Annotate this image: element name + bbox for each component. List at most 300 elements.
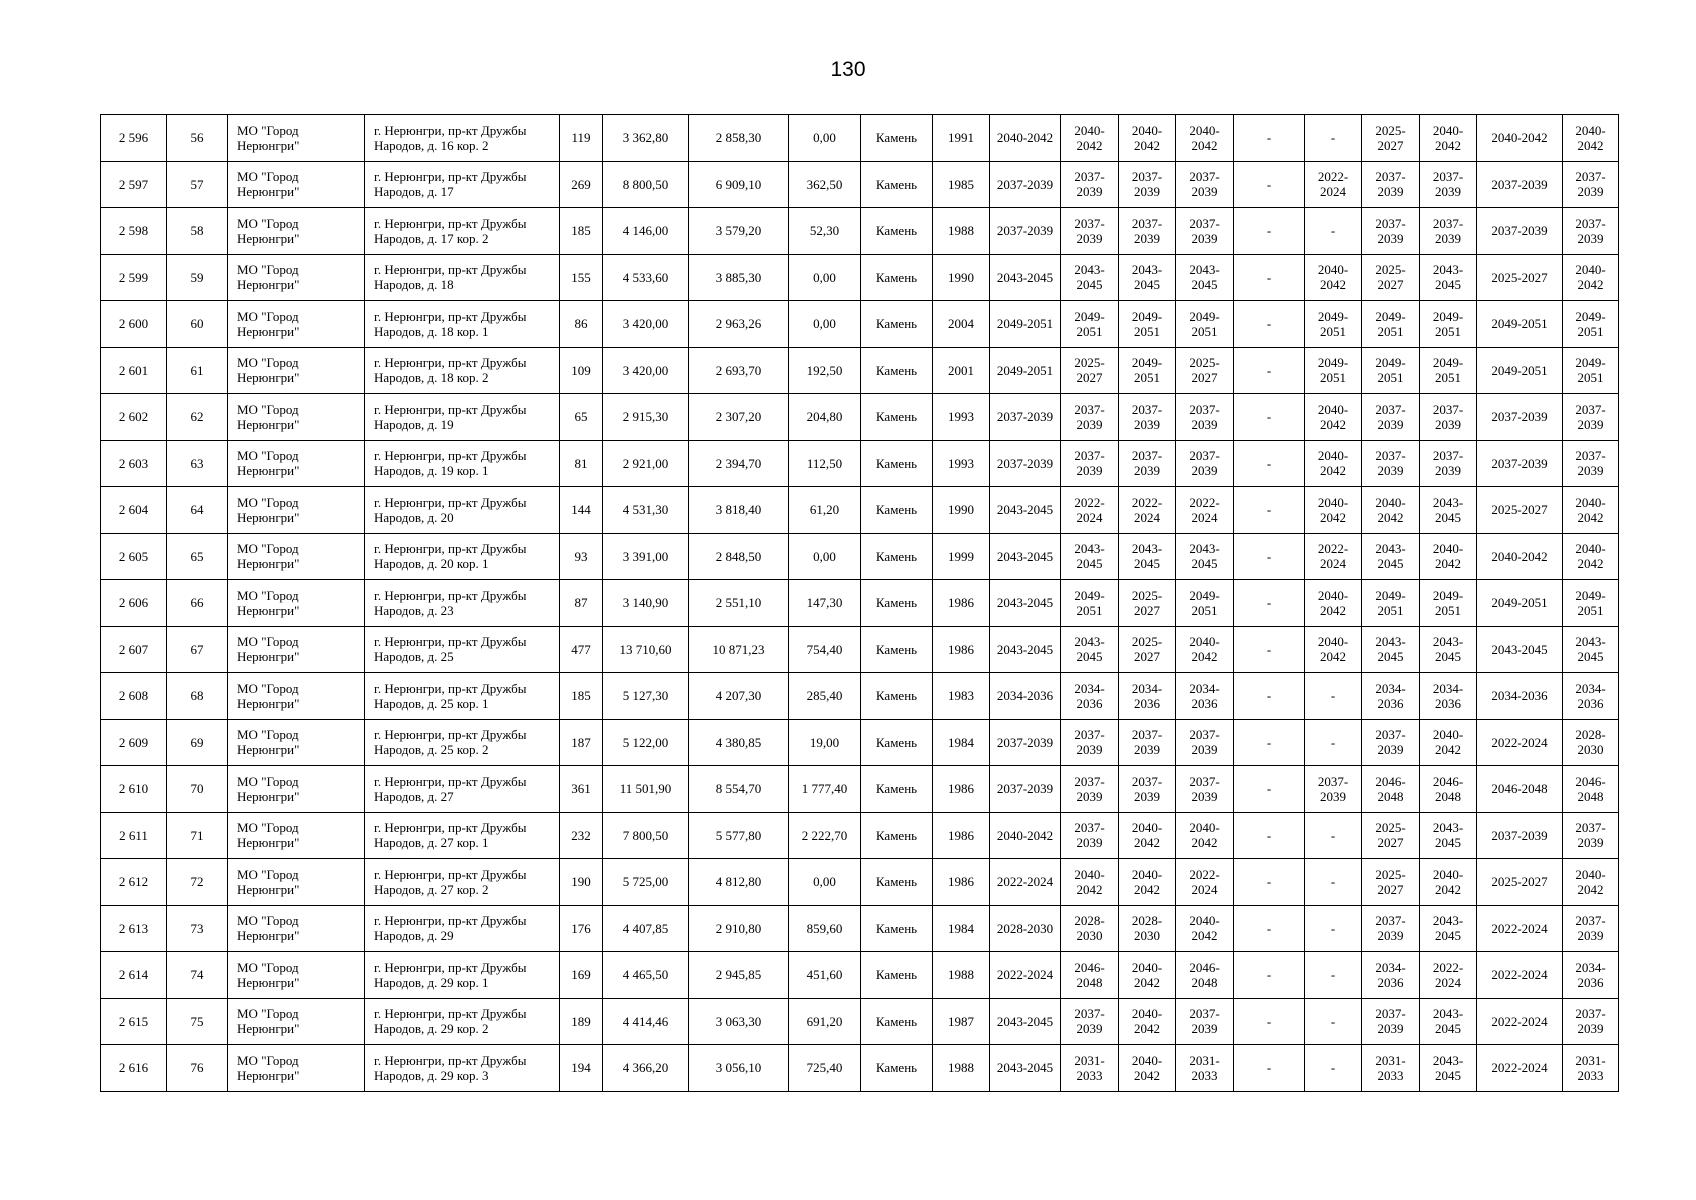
municipality-cell: МО "Город Нерюнгри": [228, 161, 365, 208]
living-area-cell: 2 394,70: [689, 440, 789, 487]
period-7-cell: 2037-2039: [1362, 905, 1420, 952]
total-area-cell: 11 501,90: [603, 766, 689, 813]
period-7-cell: 2049-2051: [1362, 580, 1420, 627]
table-row: [101, 905, 1619, 952]
row-index-cell: 71: [167, 812, 228, 859]
residents-cell: 86: [560, 301, 603, 348]
period-4-cell: 2049-2051: [1176, 301, 1234, 348]
period-4-cell: 2037-2039: [1176, 719, 1234, 766]
address-cell: г. Нерюнгри, пр-кт Дружбы Народов, д. 23: [365, 580, 560, 627]
period-1-cell: 2043-2045: [990, 1045, 1061, 1092]
municipality-cell: МО "Город Нерюнгри": [228, 859, 365, 906]
build-year-cell: 2004: [933, 301, 990, 348]
total-area-cell: 4 407,85: [603, 905, 689, 952]
period-3-cell: 2037-2039: [1119, 208, 1176, 255]
period-7-cell: 2043-2045: [1362, 626, 1420, 673]
period-5-cell: -: [1234, 812, 1305, 859]
period-4-cell: 2025-2027: [1176, 347, 1234, 394]
build-year-cell: 1990: [933, 487, 990, 534]
living-area-cell: 3 063,30: [689, 998, 789, 1045]
period-4-cell: 2034-2036: [1176, 673, 1234, 720]
period-2-cell: 2028-2030: [1061, 905, 1119, 952]
period-5-cell: -: [1234, 580, 1305, 627]
municipality-cell: МО "Город Нерюнгри": [228, 440, 365, 487]
table-row: [101, 719, 1619, 766]
period-9-cell: 2022-2024: [1477, 952, 1563, 999]
period-10-cell: 2037-2039: [1563, 208, 1619, 255]
period-5-cell: -: [1234, 533, 1305, 580]
period-10-cell: 2040-2042: [1563, 115, 1619, 162]
table-row: [101, 626, 1619, 673]
nonresidential-area-cell: 859,60: [789, 905, 861, 952]
period-6-cell: -: [1305, 998, 1362, 1045]
residents-cell: 361: [560, 766, 603, 813]
row-id-cell: 2 610: [101, 766, 167, 813]
row-index-cell: 57: [167, 161, 228, 208]
period-1-cell: 2049-2051: [990, 347, 1061, 394]
row-id-cell: 2 613: [101, 905, 167, 952]
period-5-cell: -: [1234, 347, 1305, 394]
table-row: [101, 301, 1619, 348]
period-3-cell: 2025-2027: [1119, 580, 1176, 627]
row-id-cell: 2 615: [101, 998, 167, 1045]
address-cell: г. Нерюнгри, пр-кт Дружбы Народов, д. 27: [365, 766, 560, 813]
period-4-cell: 2043-2045: [1176, 254, 1234, 301]
wall-material-cell: Камень: [861, 347, 933, 394]
living-area-cell: 3 056,10: [689, 1045, 789, 1092]
row-index-cell: 61: [167, 347, 228, 394]
wall-material-cell: Камень: [861, 626, 933, 673]
address-cell: г. Нерюнгри, пр-кт Дружбы Народов, д. 16 кор. 2: [365, 115, 560, 162]
period-2-cell: 2049-2051: [1061, 301, 1119, 348]
period-1-cell: 2037-2039: [990, 208, 1061, 255]
period-10-cell: 2040-2042: [1563, 533, 1619, 580]
nonresidential-area-cell: 61,20: [789, 487, 861, 534]
period-1-cell: 2037-2039: [990, 766, 1061, 813]
row-index-cell: 58: [167, 208, 228, 255]
wall-material-cell: Камень: [861, 812, 933, 859]
period-6-cell: 2040-2042: [1305, 440, 1362, 487]
period-9-cell: 2040-2042: [1477, 533, 1563, 580]
table-row: [101, 766, 1619, 813]
period-10-cell: 2037-2039: [1563, 394, 1619, 441]
period-2-cell: 2046-2048: [1061, 952, 1119, 999]
address-cell: г. Нерюнгри, пр-кт Дружбы Народов, д. 18 кор. 1: [365, 301, 560, 348]
row-index-cell: 62: [167, 394, 228, 441]
living-area-cell: 2 910,80: [689, 905, 789, 952]
nonresidential-area-cell: 147,30: [789, 580, 861, 627]
period-3-cell: 2025-2027: [1119, 626, 1176, 673]
period-6-cell: 2022-2024: [1305, 161, 1362, 208]
period-4-cell: 2040-2042: [1176, 812, 1234, 859]
address-cell: г. Нерюнгри, пр-кт Дружбы Народов, д. 29 кор. 1: [365, 952, 560, 999]
period-3-cell: 2040-2042: [1119, 1045, 1176, 1092]
period-8-cell: 2040-2042: [1420, 115, 1477, 162]
residents-cell: 93: [560, 533, 603, 580]
wall-material-cell: Камень: [861, 161, 933, 208]
period-6-cell: -: [1305, 673, 1362, 720]
address-cell: г. Нерюнгри, пр-кт Дружбы Народов, д. 20: [365, 487, 560, 534]
row-index-cell: 67: [167, 626, 228, 673]
period-9-cell: 2022-2024: [1477, 1045, 1563, 1092]
period-1-cell: 2022-2024: [990, 952, 1061, 999]
total-area-cell: 8 800,50: [603, 161, 689, 208]
period-9-cell: 2037-2039: [1477, 161, 1563, 208]
wall-material-cell: Камень: [861, 115, 933, 162]
period-4-cell: 2043-2045: [1176, 533, 1234, 580]
period-2-cell: 2037-2039: [1061, 394, 1119, 441]
period-8-cell: 2049-2051: [1420, 301, 1477, 348]
row-id-cell: 2 605: [101, 533, 167, 580]
period-8-cell: 2043-2045: [1420, 905, 1477, 952]
table-row: [101, 952, 1619, 999]
period-4-cell: 2022-2024: [1176, 859, 1234, 906]
total-area-cell: 4 146,00: [603, 208, 689, 255]
nonresidential-area-cell: 19,00: [789, 719, 861, 766]
period-4-cell: 2022-2024: [1176, 487, 1234, 534]
period-8-cell: 2037-2039: [1420, 394, 1477, 441]
period-7-cell: 2049-2051: [1362, 347, 1420, 394]
address-cell: г. Нерюнгри, пр-кт Дружбы Народов, д. 19: [365, 394, 560, 441]
row-id-cell: 2 612: [101, 859, 167, 906]
table-row: [101, 254, 1619, 301]
period-4-cell: 2037-2039: [1176, 394, 1234, 441]
residents-cell: 187: [560, 719, 603, 766]
period-5-cell: -: [1234, 766, 1305, 813]
row-index-cell: 63: [167, 440, 228, 487]
table-row: [101, 347, 1619, 394]
period-2-cell: 2049-2051: [1061, 580, 1119, 627]
period-8-cell: 2043-2045: [1420, 487, 1477, 534]
period-1-cell: 2037-2039: [990, 719, 1061, 766]
residents-cell: 190: [560, 859, 603, 906]
period-9-cell: 2046-2048: [1477, 766, 1563, 813]
housing-registry-table: [100, 114, 1619, 1092]
period-7-cell: 2046-2048: [1362, 766, 1420, 813]
table-row: [101, 580, 1619, 627]
municipality-cell: МО "Город Нерюнгри": [228, 673, 365, 720]
row-index-cell: 75: [167, 998, 228, 1045]
period-3-cell: 2049-2051: [1119, 301, 1176, 348]
row-id-cell: 2 601: [101, 347, 167, 394]
living-area-cell: 5 577,80: [689, 812, 789, 859]
nonresidential-area-cell: 52,30: [789, 208, 861, 255]
period-4-cell: 2049-2051: [1176, 580, 1234, 627]
row-index-cell: 69: [167, 719, 228, 766]
table-row: [101, 1045, 1619, 1092]
period-10-cell: 2037-2039: [1563, 905, 1619, 952]
period-8-cell: 2022-2024: [1420, 952, 1477, 999]
period-3-cell: 2037-2039: [1119, 440, 1176, 487]
living-area-cell: 8 554,70: [689, 766, 789, 813]
period-4-cell: 2037-2039: [1176, 161, 1234, 208]
municipality-cell: МО "Город Нерюнгри": [228, 487, 365, 534]
build-year-cell: 1987: [933, 998, 990, 1045]
row-id-cell: 2 604: [101, 487, 167, 534]
total-area-cell: 4 531,30: [603, 487, 689, 534]
period-9-cell: 2037-2039: [1477, 440, 1563, 487]
residents-cell: 109: [560, 347, 603, 394]
period-1-cell: 2043-2045: [990, 533, 1061, 580]
nonresidential-area-cell: 112,50: [789, 440, 861, 487]
municipality-cell: МО "Город Нерюнгри": [228, 208, 365, 255]
municipality-cell: МО "Город Нерюнгри": [228, 580, 365, 627]
row-id-cell: 2 602: [101, 394, 167, 441]
period-2-cell: 2040-2042: [1061, 859, 1119, 906]
period-3-cell: 2037-2039: [1119, 766, 1176, 813]
period-8-cell: 2043-2045: [1420, 812, 1477, 859]
row-id-cell: 2 614: [101, 952, 167, 999]
nonresidential-area-cell: 725,40: [789, 1045, 861, 1092]
period-10-cell: 2049-2051: [1563, 347, 1619, 394]
page-number: 130: [830, 58, 866, 81]
period-1-cell: 2040-2042: [990, 812, 1061, 859]
period-7-cell: 2031-2033: [1362, 1045, 1420, 1092]
period-8-cell: 2043-2045: [1420, 1045, 1477, 1092]
period-9-cell: 2034-2036: [1477, 673, 1563, 720]
period-7-cell: 2025-2027: [1362, 115, 1420, 162]
address-cell: г. Нерюнгри, пр-кт Дружбы Народов, д. 29 кор. 2: [365, 998, 560, 1045]
registry-body: [101, 115, 1619, 1092]
nonresidential-area-cell: 451,60: [789, 952, 861, 999]
period-9-cell: 2043-2045: [1477, 626, 1563, 673]
row-id-cell: 2 606: [101, 580, 167, 627]
municipality-cell: МО "Город Нерюнгри": [228, 115, 365, 162]
period-3-cell: 2037-2039: [1119, 161, 1176, 208]
period-4-cell: 2037-2039: [1176, 998, 1234, 1045]
row-id-cell: 2 611: [101, 812, 167, 859]
period-8-cell: 2046-2048: [1420, 766, 1477, 813]
municipality-cell: МО "Город Нерюнгри": [228, 766, 365, 813]
municipality-cell: МО "Город Нерюнгри": [228, 254, 365, 301]
period-2-cell: 2025-2027: [1061, 347, 1119, 394]
period-9-cell: 2022-2024: [1477, 905, 1563, 952]
period-10-cell: 2037-2039: [1563, 812, 1619, 859]
living-area-cell: 2 858,30: [689, 115, 789, 162]
table-row: [101, 859, 1619, 906]
period-4-cell: 2040-2042: [1176, 115, 1234, 162]
period-9-cell: 2022-2024: [1477, 719, 1563, 766]
period-6-cell: -: [1305, 1045, 1362, 1092]
total-area-cell: 3 391,00: [603, 533, 689, 580]
build-year-cell: 1984: [933, 719, 990, 766]
period-5-cell: -: [1234, 673, 1305, 720]
period-5-cell: -: [1234, 905, 1305, 952]
wall-material-cell: Камень: [861, 533, 933, 580]
row-id-cell: 2 603: [101, 440, 167, 487]
row-index-cell: 74: [167, 952, 228, 999]
period-6-cell: -: [1305, 952, 1362, 999]
total-area-cell: 3 362,80: [603, 115, 689, 162]
period-10-cell: 2040-2042: [1563, 487, 1619, 534]
row-id-cell: 2 600: [101, 301, 167, 348]
total-area-cell: 2 921,00: [603, 440, 689, 487]
period-1-cell: 2043-2045: [990, 626, 1061, 673]
period-10-cell: 2040-2042: [1563, 254, 1619, 301]
period-4-cell: 2040-2042: [1176, 626, 1234, 673]
build-year-cell: 2001: [933, 347, 990, 394]
table-row: [101, 208, 1619, 255]
nonresidential-area-cell: 691,20: [789, 998, 861, 1045]
living-area-cell: 3 818,40: [689, 487, 789, 534]
period-4-cell: 2040-2042: [1176, 905, 1234, 952]
period-9-cell: 2049-2051: [1477, 580, 1563, 627]
address-cell: г. Нерюнгри, пр-кт Дружбы Народов, д. 27 кор. 1: [365, 812, 560, 859]
row-id-cell: 2 598: [101, 208, 167, 255]
build-year-cell: 1991: [933, 115, 990, 162]
wall-material-cell: Камень: [861, 580, 933, 627]
build-year-cell: 1988: [933, 952, 990, 999]
period-3-cell: 2049-2051: [1119, 347, 1176, 394]
period-8-cell: 2034-2036: [1420, 673, 1477, 720]
row-index-cell: 60: [167, 301, 228, 348]
period-7-cell: 2025-2027: [1362, 812, 1420, 859]
total-area-cell: 5 127,30: [603, 673, 689, 720]
row-index-cell: 64: [167, 487, 228, 534]
period-1-cell: 2043-2045: [990, 487, 1061, 534]
period-9-cell: 2040-2042: [1477, 115, 1563, 162]
period-3-cell: 2040-2042: [1119, 998, 1176, 1045]
period-7-cell: 2037-2039: [1362, 394, 1420, 441]
period-4-cell: 2037-2039: [1176, 208, 1234, 255]
period-9-cell: 2037-2039: [1477, 394, 1563, 441]
period-8-cell: 2037-2039: [1420, 208, 1477, 255]
residents-cell: 232: [560, 812, 603, 859]
period-5-cell: -: [1234, 1045, 1305, 1092]
residents-cell: 269: [560, 161, 603, 208]
period-6-cell: 2049-2051: [1305, 347, 1362, 394]
address-cell: г. Нерюнгри, пр-кт Дружбы Народов, д. 19 кор. 1: [365, 440, 560, 487]
period-2-cell: 2022-2024: [1061, 487, 1119, 534]
period-10-cell: 2031-2033: [1563, 1045, 1619, 1092]
wall-material-cell: Камень: [861, 487, 933, 534]
address-cell: г. Нерюнгри, пр-кт Дружбы Народов, д. 17: [365, 161, 560, 208]
period-5-cell: -: [1234, 161, 1305, 208]
living-area-cell: 2 848,50: [689, 533, 789, 580]
period-8-cell: 2049-2051: [1420, 347, 1477, 394]
nonresidential-area-cell: 0,00: [789, 254, 861, 301]
living-area-cell: 3 579,20: [689, 208, 789, 255]
nonresidential-area-cell: 0,00: [789, 115, 861, 162]
period-6-cell: -: [1305, 208, 1362, 255]
period-9-cell: 2022-2024: [1477, 998, 1563, 1045]
row-index-cell: 66: [167, 580, 228, 627]
period-5-cell: -: [1234, 998, 1305, 1045]
wall-material-cell: Камень: [861, 254, 933, 301]
period-10-cell: 2028-2030: [1563, 719, 1619, 766]
period-4-cell: 2037-2039: [1176, 440, 1234, 487]
municipality-cell: МО "Город Нерюнгри": [228, 1045, 365, 1092]
nonresidential-area-cell: 0,00: [789, 859, 861, 906]
row-index-cell: 70: [167, 766, 228, 813]
table-row: [101, 115, 1619, 162]
residents-cell: 119: [560, 115, 603, 162]
row-index-cell: 73: [167, 905, 228, 952]
period-1-cell: 2043-2045: [990, 254, 1061, 301]
address-cell: г. Нерюнгри, пр-кт Дружбы Народов, д. 29: [365, 905, 560, 952]
residents-cell: 477: [560, 626, 603, 673]
period-1-cell: 2043-2045: [990, 998, 1061, 1045]
row-index-cell: 68: [167, 673, 228, 720]
table-row: [101, 440, 1619, 487]
period-7-cell: 2043-2045: [1362, 533, 1420, 580]
build-year-cell: 1985: [933, 161, 990, 208]
period-2-cell: 2034-2036: [1061, 673, 1119, 720]
address-cell: г. Нерюнгри, пр-кт Дружбы Народов, д. 29 кор. 3: [365, 1045, 560, 1092]
nonresidential-area-cell: 362,50: [789, 161, 861, 208]
wall-material-cell: Камень: [861, 952, 933, 999]
period-3-cell: 2034-2036: [1119, 673, 1176, 720]
municipality-cell: МО "Город Нерюнгри": [228, 812, 365, 859]
period-9-cell: 2025-2027: [1477, 254, 1563, 301]
build-year-cell: 1993: [933, 394, 990, 441]
period-5-cell: -: [1234, 440, 1305, 487]
period-2-cell: 2043-2045: [1061, 254, 1119, 301]
municipality-cell: МО "Город Нерюнгри": [228, 394, 365, 441]
period-2-cell: 2037-2039: [1061, 440, 1119, 487]
wall-material-cell: Камень: [861, 440, 933, 487]
total-area-cell: 13 710,60: [603, 626, 689, 673]
build-year-cell: 1986: [933, 626, 990, 673]
build-year-cell: 1993: [933, 440, 990, 487]
period-7-cell: 2025-2027: [1362, 254, 1420, 301]
nonresidential-area-cell: 0,00: [789, 301, 861, 348]
residents-cell: 176: [560, 905, 603, 952]
nonresidential-area-cell: 0,00: [789, 533, 861, 580]
period-2-cell: 2037-2039: [1061, 208, 1119, 255]
period-8-cell: 2043-2045: [1420, 254, 1477, 301]
period-2-cell: 2043-2045: [1061, 533, 1119, 580]
period-8-cell: 2037-2039: [1420, 440, 1477, 487]
living-area-cell: 2 963,26: [689, 301, 789, 348]
wall-material-cell: Камень: [861, 998, 933, 1045]
period-10-cell: 2034-2036: [1563, 673, 1619, 720]
nonresidential-area-cell: 285,40: [789, 673, 861, 720]
municipality-cell: МО "Город Нерюнгри": [228, 533, 365, 580]
municipality-cell: МО "Город Нерюнгри": [228, 626, 365, 673]
period-10-cell: 2049-2051: [1563, 301, 1619, 348]
period-1-cell: 2034-2036: [990, 673, 1061, 720]
wall-material-cell: Камень: [861, 394, 933, 441]
period-2-cell: 2031-2033: [1061, 1045, 1119, 1092]
row-id-cell: 2 599: [101, 254, 167, 301]
period-1-cell: 2028-2030: [990, 905, 1061, 952]
period-8-cell: 2043-2045: [1420, 998, 1477, 1045]
build-year-cell: 1988: [933, 208, 990, 255]
period-2-cell: 2037-2039: [1061, 998, 1119, 1045]
wall-material-cell: Камень: [861, 673, 933, 720]
period-6-cell: -: [1305, 812, 1362, 859]
wall-material-cell: Камень: [861, 859, 933, 906]
period-8-cell: 2040-2042: [1420, 859, 1477, 906]
period-10-cell: 2040-2042: [1563, 859, 1619, 906]
period-2-cell: 2037-2039: [1061, 719, 1119, 766]
period-2-cell: 2037-2039: [1061, 766, 1119, 813]
period-3-cell: 2040-2042: [1119, 115, 1176, 162]
build-year-cell: 1990: [933, 254, 990, 301]
living-area-cell: 10 871,23: [689, 626, 789, 673]
municipality-cell: МО "Город Нерюнгри": [228, 998, 365, 1045]
total-area-cell: 4 366,20: [603, 1045, 689, 1092]
period-7-cell: 2037-2039: [1362, 998, 1420, 1045]
period-7-cell: 2037-2039: [1362, 440, 1420, 487]
period-7-cell: 2025-2027: [1362, 859, 1420, 906]
living-area-cell: 4 380,85: [689, 719, 789, 766]
nonresidential-area-cell: 1 777,40: [789, 766, 861, 813]
municipality-cell: МО "Город Нерюнгри": [228, 347, 365, 394]
period-10-cell: 2034-2036: [1563, 952, 1619, 999]
build-year-cell: 1983: [933, 673, 990, 720]
